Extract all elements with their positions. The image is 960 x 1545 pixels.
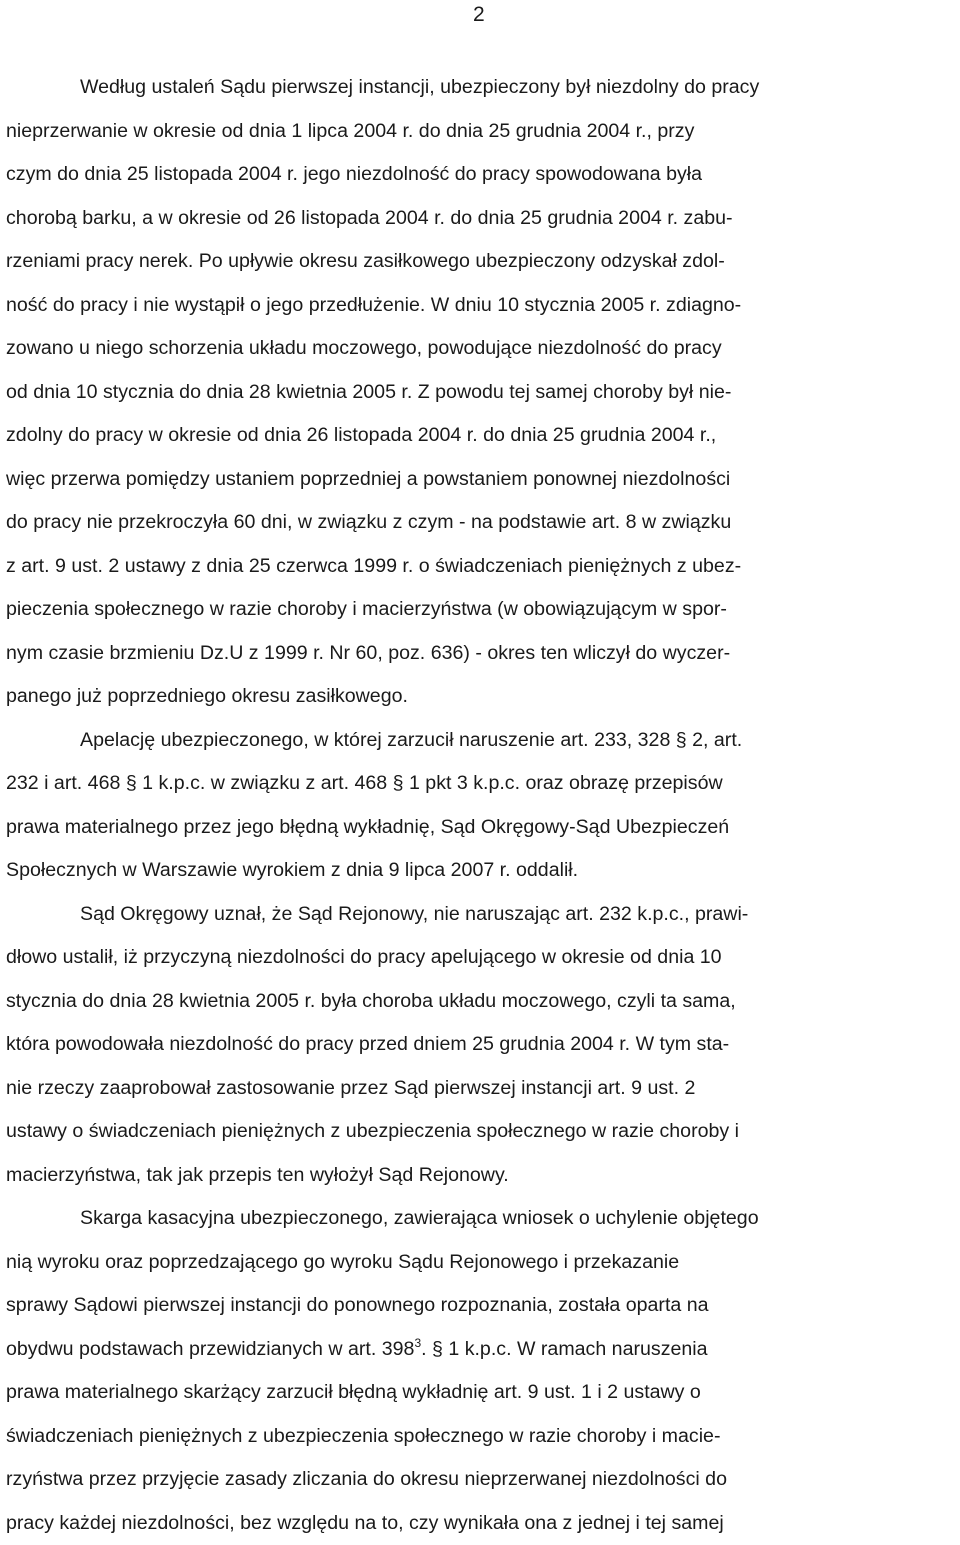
paragraph-3 — [6, 893, 956, 1198]
text-line: ność do pracy i nie wystąpił o jego przedłużenie. W dniu 10 stycznia 2005 r. zdiagno- — [6, 284, 956, 328]
text-line: zdolny do pracy w okresie od dnia 26 listopada 2004 r. do dnia 25 grudnia 2004 r., — [6, 414, 956, 458]
text-line: pracy każdej niezdolności, bez względu na to, czy wynikała ona z jednej i tej samej — [6, 1502, 956, 1545]
text-line: od dnia 10 stycznia do dnia 28 kwietnia 2005 r. Z powodu tej samej choroby był nie- — [6, 371, 956, 415]
text-line: więc przerwa pomiędzy ustaniem poprzedniej a powstaniem ponownej niezdolności — [6, 458, 956, 502]
text-line: rzeniami pracy nerek. Po upływie okresu zasiłkowego ubezpieczony odzyskał zdol- — [6, 240, 956, 284]
text-line: świadczeniach pieniężnych z ubezpieczenia społecznego w razie choroby i macie- — [6, 1415, 956, 1459]
superscript: 3 — [414, 1336, 421, 1350]
text-line: nią wyroku oraz poprzedzającego go wyroku Sądu Rejonowego i przekazanie — [6, 1241, 956, 1285]
text-line: stycznia do dnia 28 kwietnia 2005 r. była choroba układu moczowego, czyli ta sama, — [6, 980, 956, 1024]
text-line: nie rzeczy zaaprobował zastosowanie przez Sąd pierwszej instancji art. 9 ust. 2 — [6, 1067, 956, 1111]
text-line: nieprzerwanie w okresie od dnia 1 lipca 2004 r. do dnia 25 grudnia 2004 r., przy — [6, 110, 956, 154]
text-line: chorobą barku, a w okresie od 26 listopada 2004 r. do dnia 25 grudnia 2004 r. zabu- — [6, 197, 956, 241]
text-line: 232 i art. 468 § 1 k.p.c. w związku z art. 468 § 1 pkt 3 k.p.c. oraz obrazę przepisów — [6, 762, 956, 806]
document-body — [6, 66, 956, 1545]
page-number: 2 — [473, 2, 485, 28]
text-line: prawa materialnego skarżący zarzucił błędną wykładnię art. 9 ust. 1 i 2 ustawy o — [6, 1371, 956, 1415]
text-line: nym czasie brzmieniu Dz.U z 1999 r. Nr 60, poz. 636) - okres ten wliczył do wyczer- — [6, 632, 956, 676]
text-line: czym do dnia 25 listopada 2004 r. jego niezdolność do pracy spowodowana była — [6, 153, 956, 197]
paragraph-2 — [6, 719, 956, 893]
text-line: panego już poprzedniego okresu zasiłkowego. — [6, 675, 956, 719]
text-line: Sąd Okręgowy uznał, że Sąd Rejonowy, nie naruszając art. 232 k.p.c., prawi- — [6, 893, 956, 937]
line-text: obydwu podstawach przewidzianych w art. 398 — [6, 1338, 414, 1360]
text-line: z art. 9 ust. 2 ustawy z dnia 25 czerwca 1999 r. o świadczeniach pieniężnych z ubez- — [6, 545, 956, 589]
text-line: do pracy nie przekroczyła 60 dni, w związku z czym - na podstawie art. 8 w związku — [6, 501, 956, 545]
text-line: sprawy Sądowi pierwszej instancji do ponownego rozpoznania, została oparta na — [6, 1284, 956, 1328]
text-line: Apelację ubezpieczonego, w której zarzucił naruszenie art. 233, 328 § 2, art. — [6, 719, 956, 763]
text-line: Według ustaleń Sądu pierwszej instancji, ubezpieczony był niezdolny do pracy — [6, 66, 956, 110]
text-line: rzyństwa przez przyjęcie zasady zliczania do okresu nieprzerwanej niezdolności do — [6, 1458, 956, 1502]
text-line: pieczenia społecznego w razie choroby i macierzyństwa (w obowiązującym w spor- — [6, 588, 956, 632]
paragraph-1 — [6, 66, 956, 719]
text-line: prawa materialnego przez jego błędną wykładnię, Sąd Okręgowy-Sąd Ubezpieczeń — [6, 806, 956, 850]
text-line: która powodowała niezdolność do pracy przed dniem 25 grudnia 2004 r. W tym sta- — [6, 1023, 956, 1067]
text-line: Społecznych w Warszawie wyrokiem z dnia 9 lipca 2007 r. oddalił. — [6, 849, 956, 893]
text-line-with-superscript — [6, 1328, 956, 1372]
text-line: macierzyństwa, tak jak przepis ten wyłożył Sąd Rejonowy. — [6, 1154, 956, 1198]
paragraph-4 — [6, 1197, 956, 1545]
line-text-continued: . § 1 k.p.c. W ramach naruszenia — [421, 1338, 707, 1360]
text-line: dłowo ustalił, iż przyczyną niezdolności do pracy apelującego w okresie od dnia 10 — [6, 936, 956, 980]
text-line: Skarga kasacyjna ubezpieczonego, zawierająca wniosek o uchylenie objętego — [6, 1197, 956, 1241]
text-line: zowano u niego schorzenia układu moczowego, powodujące niezdolność do pracy — [6, 327, 956, 371]
text-line: ustawy o świadczeniach pieniężnych z ubezpieczenia społecznego w razie choroby i — [6, 1110, 956, 1154]
